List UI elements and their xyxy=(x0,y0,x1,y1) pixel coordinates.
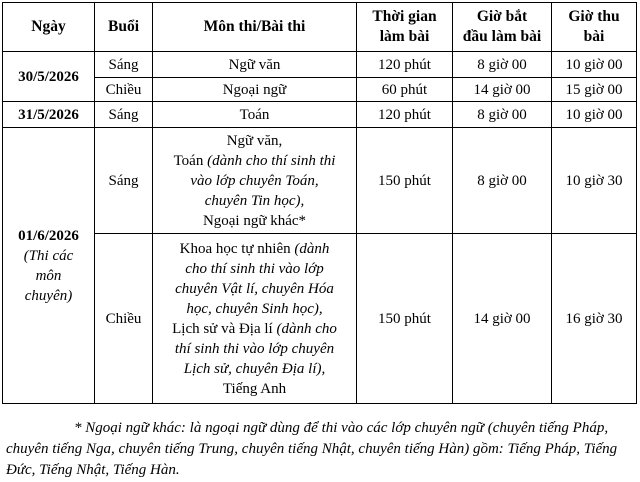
duration-cell: 150 phút xyxy=(357,128,453,234)
header-duration-line2: làm bài xyxy=(379,28,430,45)
subject-note-line: thí sinh thi vào lớp chuyên xyxy=(174,340,335,357)
header-date: Ngày xyxy=(3,3,95,52)
subject-name: Toán xyxy=(173,152,208,169)
session-cell: Chiều xyxy=(95,234,153,404)
start-cell: 14 giờ 00 xyxy=(453,234,552,404)
subject-note: (dành xyxy=(294,240,330,257)
subject-note-line: cho thí sinh thi vào lớp xyxy=(185,260,324,277)
subject-line: Ngữ văn, xyxy=(226,132,283,149)
specialized-date-note-line2: môn xyxy=(35,267,62,284)
header-duration-line1: Thời gian xyxy=(372,8,437,25)
header-row xyxy=(3,3,637,52)
duration-cell: 150 phút xyxy=(357,234,453,404)
subject-note-line: chuyên Tin học), xyxy=(204,192,305,209)
specialized-date: 01/6/2026 xyxy=(18,227,79,244)
subject-note-line: vào lớp chuyên Toán, xyxy=(190,172,319,189)
session-cell: Sáng xyxy=(95,52,153,78)
date-cell: 30/5/2026 xyxy=(3,52,95,102)
end-cell: 10 giờ 30 xyxy=(552,128,637,234)
date-cell: 31/5/2026 xyxy=(3,102,95,128)
session-cell: Sáng xyxy=(95,128,153,234)
subject-line xyxy=(156,151,353,171)
subject-cell xyxy=(153,234,357,404)
footnote: * Ngoại ngữ khác: là ngoại ngữ dùng để thi vào các lớp chuyên ngữ (chuyên tiếng Pháp, chuyên tiếng Nga, chuyên tiếng Trung, chuyên tiếng Nhật, chuyên tiếng Hàn) gồm: Tiếng Pháp, Tiếng Đức, Tiếng Nhật, Tiếng Hàn. xyxy=(6,420,618,478)
specialized-date-note-line1: (Thi các xyxy=(23,247,74,264)
subject-cell: Ngoại ngữ xyxy=(153,78,357,102)
duration-cell: 120 phút xyxy=(357,52,453,78)
header-start xyxy=(453,3,552,52)
table-row xyxy=(3,78,637,102)
header-session: Buổi xyxy=(95,3,153,52)
header-start-line2: đầu làm bài xyxy=(462,28,542,45)
start-cell: 14 giờ 00 xyxy=(453,78,552,102)
table-row xyxy=(3,234,637,404)
header-end-line1: Giờ thu xyxy=(568,8,620,25)
header-end-line2: bài xyxy=(583,28,605,45)
subject-line: Tiếng Anh xyxy=(222,380,287,397)
exam-schedule-table xyxy=(2,2,637,404)
table-row xyxy=(3,52,637,78)
subject-line xyxy=(156,239,353,259)
start-cell: 8 giờ 00 xyxy=(453,102,552,128)
table-row xyxy=(3,128,637,234)
start-cell: 8 giờ 00 xyxy=(453,52,552,78)
subject-cell: Ngữ văn xyxy=(153,52,357,78)
table-row xyxy=(3,102,637,128)
specialized-date-cell xyxy=(3,128,95,404)
header-start-line1: Giờ bắt xyxy=(476,8,528,25)
subject-note-line: học, chuyên Sinh học), xyxy=(186,300,323,317)
header-duration xyxy=(357,3,453,52)
header-subject: Môn thi/Bài thi xyxy=(153,3,357,52)
duration-cell: 60 phút xyxy=(357,78,453,102)
subject-note: (dành cho xyxy=(276,320,337,337)
subject-note-line: chuyên Vật lí, chuyên Hóa xyxy=(175,280,334,297)
header-end xyxy=(552,3,637,52)
start-cell: 8 giờ 00 xyxy=(453,128,552,234)
duration-cell: 120 phút xyxy=(357,102,453,128)
end-cell: 10 giờ 00 xyxy=(552,52,637,78)
subject-name: Lịch sử và Địa lí xyxy=(172,320,277,337)
session-cell: Sáng xyxy=(95,102,153,128)
end-cell: 10 giờ 00 xyxy=(552,102,637,128)
subject-line xyxy=(156,319,353,339)
specialized-date-note-line3: chuyên) xyxy=(24,287,73,304)
subject-line: Ngoại ngữ khác* xyxy=(202,212,307,229)
end-cell: 16 giờ 30 xyxy=(552,234,637,404)
subject-note: (dành cho thí sinh thi xyxy=(207,152,336,169)
subject-name: Khoa học tự nhiên xyxy=(179,240,295,257)
session-cell: Chiều xyxy=(95,78,153,102)
end-cell: 15 giờ 00 xyxy=(552,78,637,102)
subject-note-line: Lịch sử, chuyên Địa lí), xyxy=(183,360,326,377)
subject-cell: Toán xyxy=(153,102,357,128)
subject-cell xyxy=(153,128,357,234)
